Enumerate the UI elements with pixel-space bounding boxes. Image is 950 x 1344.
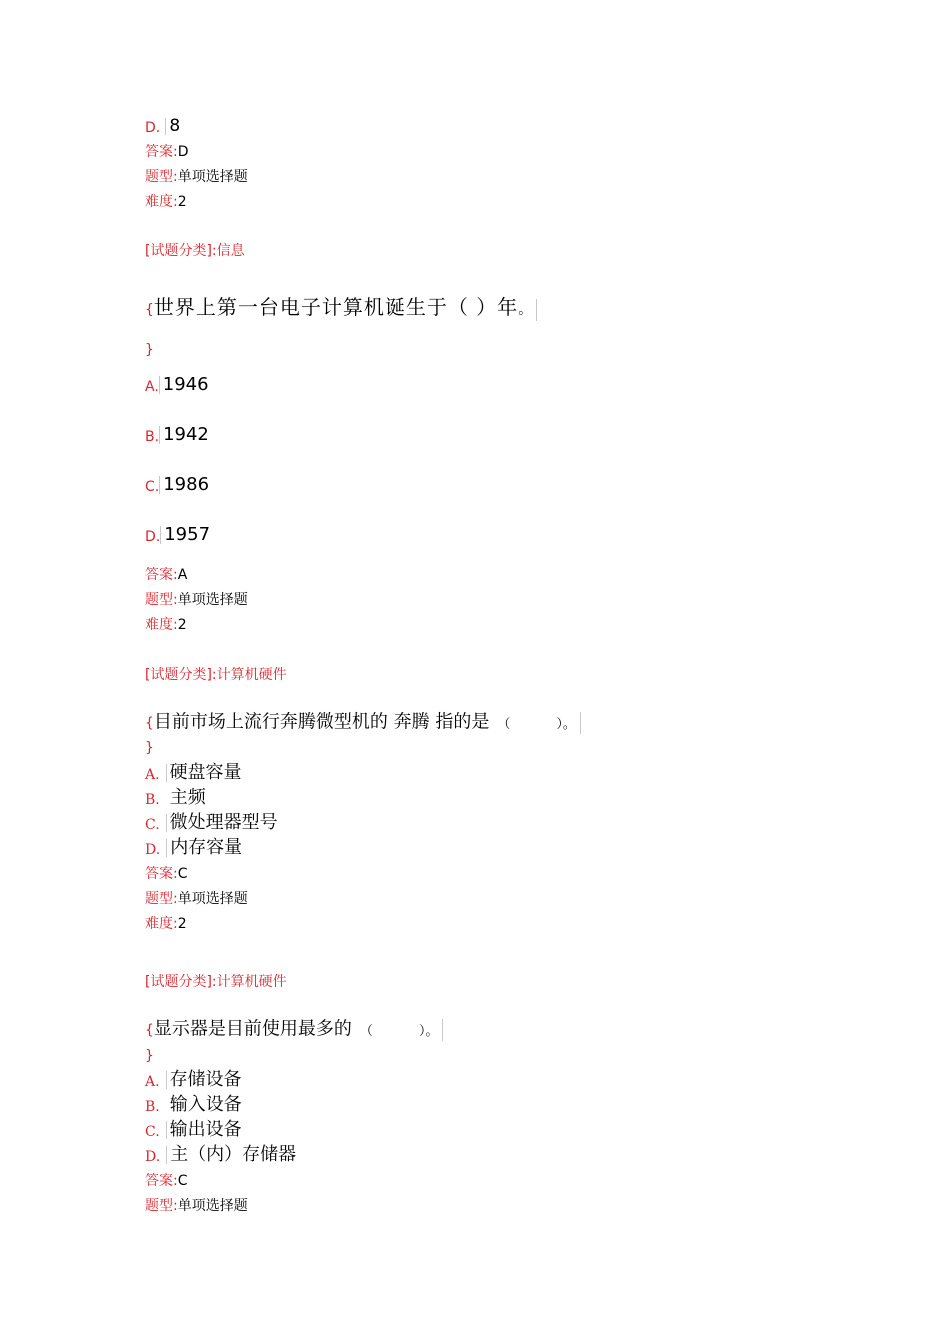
question-stem (145, 1019, 443, 1041)
difficulty-label: 难度 (145, 916, 173, 932)
type-line: 题型:单项选择题 (145, 891, 248, 907)
type-value: 单项选择题 (177, 592, 248, 608)
option-text: 主（内）存储器 (166, 1146, 296, 1164)
difficulty-line: 难度:2 (145, 617, 187, 633)
question-category: [试题分类]:计算机硬件 (145, 974, 287, 990)
option-letter: D. (145, 842, 161, 858)
question-category: [试题分类]:计算机硬件 (145, 667, 287, 683)
option-c (145, 814, 278, 832)
type-label: 题型 (145, 891, 173, 907)
difficulty-value: 2 (177, 617, 187, 633)
type-label: 题型 (145, 1198, 173, 1214)
difficulty-label: 难度 (145, 617, 173, 633)
option-letter: B. (145, 792, 160, 808)
brace-open: { (145, 1022, 154, 1039)
answer-label: 答案 (145, 866, 173, 882)
option-letter: C. (145, 1124, 160, 1140)
option-text: 1942 (159, 426, 209, 444)
stem-end: 。 (518, 302, 533, 318)
cursor-mark (442, 1019, 443, 1041)
type-line: 题型:单项选择题 (145, 169, 248, 185)
option-text: 内存容量 (166, 839, 242, 857)
option-text: 微处理器型号 (166, 814, 278, 832)
paren-open: （ (359, 1023, 373, 1039)
cursor-mark (580, 712, 581, 734)
option-text: 1986 (159, 476, 209, 494)
option-text: 1946 (159, 376, 209, 394)
option-c (145, 1121, 242, 1139)
option-letter: D. (145, 529, 161, 545)
option-letter: A. (145, 379, 159, 395)
question-category: [试题分类]:信息 (145, 243, 245, 259)
option-d (145, 1146, 296, 1164)
stem-text: 目前市场上流行奔腾微型机的 奔腾 指的是 (153, 711, 490, 733)
answer-label: 答案 (145, 1173, 173, 1189)
difficulty-line: 难度:2 (145, 194, 187, 210)
question-stem (145, 712, 581, 734)
option-b (145, 1096, 242, 1114)
option-text: 8 (165, 118, 180, 135)
option-text: 输出设备 (166, 1121, 242, 1139)
option-text: 1957 (160, 526, 210, 544)
answer-value: C (177, 1173, 188, 1189)
option-b (145, 426, 209, 444)
type-value: 单项选择题 (177, 169, 248, 185)
answer-line: 答案:C (145, 1173, 188, 1189)
option-d (145, 839, 242, 857)
stem-text: 世界上第一台电子计算机诞生于（ ）年 (153, 295, 519, 319)
option-letter: A. (145, 767, 160, 783)
difficulty-value: 2 (177, 194, 187, 210)
type-value: 单项选择题 (177, 891, 248, 907)
option-text: 存储设备 (166, 1071, 242, 1089)
brace-close: } (145, 740, 154, 756)
difficulty-value: 2 (177, 916, 187, 932)
type-value: 单项选择题 (177, 1198, 248, 1214)
cursor-mark (536, 299, 537, 321)
answer-label: 答案 (145, 567, 173, 583)
option-letter: B. (145, 429, 160, 445)
brace-open: { (145, 715, 154, 732)
option-text: 输入设备 (169, 1094, 242, 1115)
difficulty-label: 难度 (145, 194, 173, 210)
answer-value: C (177, 866, 188, 882)
option-d (145, 526, 210, 544)
option-b (145, 789, 206, 807)
brace-close: } (145, 342, 154, 358)
paren-close: ）。 (556, 716, 576, 732)
option-a (145, 764, 242, 782)
answer-value: A (177, 567, 188, 583)
answer-line: 答案:D (145, 144, 189, 160)
option-letter: C. (145, 817, 160, 833)
answer-line: 答案:C (145, 866, 188, 882)
paren-open: （ (497, 716, 511, 732)
option-letter: D. (145, 120, 161, 136)
option-letter: D. (145, 1149, 161, 1165)
option-a (145, 1071, 242, 1089)
option-d (145, 118, 180, 135)
question-stem (145, 297, 537, 321)
option-letter: A. (145, 1074, 160, 1090)
stem-text: 显示器是目前使用最多的 (153, 1018, 352, 1040)
type-label: 题型 (145, 169, 173, 185)
brace-open: { (145, 302, 154, 318)
option-letter: B. (145, 1099, 160, 1115)
type-label: 题型 (145, 592, 173, 608)
option-text: 主频 (169, 787, 206, 808)
difficulty-line: 难度:2 (145, 916, 187, 932)
answer-line: 答案:A (145, 567, 188, 583)
type-line: 题型:单项选择题 (145, 1198, 248, 1214)
option-letter: C. (145, 479, 160, 495)
option-text: 硬盘容量 (166, 764, 242, 782)
type-line: 题型:单项选择题 (145, 592, 248, 608)
option-a (145, 376, 209, 394)
answer-value: D (177, 144, 189, 160)
answer-label: 答案 (145, 144, 173, 160)
brace-close: } (145, 1048, 154, 1064)
paren-close: ）。 (418, 1023, 439, 1039)
option-c (145, 476, 209, 494)
